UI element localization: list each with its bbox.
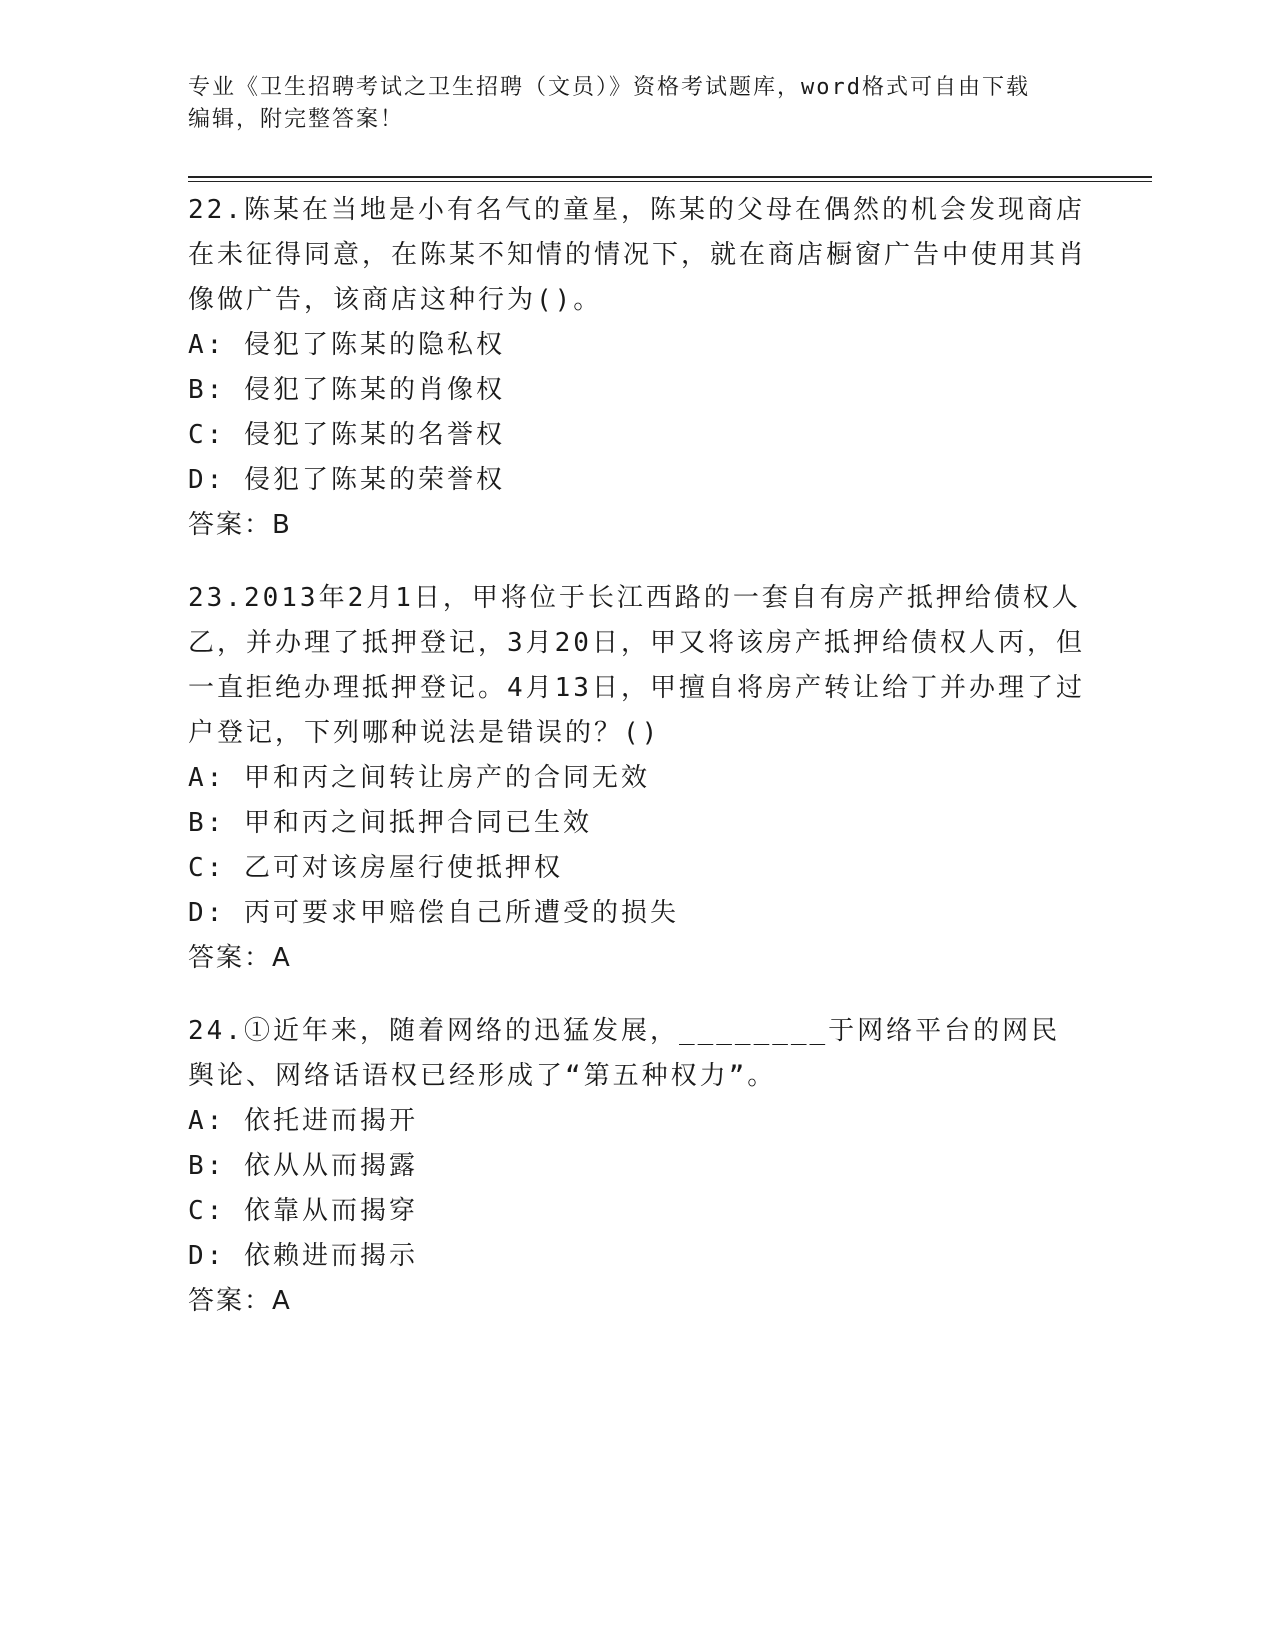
option-d xyxy=(188,891,1088,936)
option-c xyxy=(188,413,1088,458)
header-line-2: 编辑，附完整答案！ xyxy=(188,107,405,132)
option-a xyxy=(188,756,1088,801)
option-key: B: xyxy=(188,1151,226,1181)
option-key: D: xyxy=(188,1241,226,1271)
option-key: D: xyxy=(188,465,226,495)
option-d xyxy=(188,1234,1088,1279)
header-divider xyxy=(188,176,1152,182)
option-text: 丙可要求甲赔偿自己所遭受的损失 xyxy=(243,898,679,928)
question-24 xyxy=(188,1009,1088,1324)
answer-label: 答案：B xyxy=(188,510,292,540)
option-text: 乙可对该房屋行使抵押权 xyxy=(243,853,563,883)
option-text: 侵犯了陈某的隐私权 xyxy=(243,330,505,360)
page-header xyxy=(188,72,1088,136)
question-23 xyxy=(188,576,1088,981)
option-a xyxy=(188,323,1088,368)
answer-label: 答案：A xyxy=(188,1286,292,1316)
option-text: 甲和丙之间抵押合同已生效 xyxy=(243,808,592,838)
option-text: 依靠从而揭穿 xyxy=(243,1196,418,1226)
option-key: A: xyxy=(188,763,226,793)
question-stem: 22.陈某在当地是小有名气的童星，陈某的父母在偶然的机会发现商店在未征得同意，在陈某不知情的情况下，就在商店橱窗广告中使用其肖像做广告，该商店这种行为()。 xyxy=(188,195,1088,315)
option-b xyxy=(188,801,1088,846)
option-c xyxy=(188,1189,1088,1234)
option-key: B: xyxy=(188,808,226,838)
option-b xyxy=(188,368,1088,413)
option-text: 依从从而揭露 xyxy=(243,1151,418,1181)
header-line-1: 专业《卫生招聘考试之卫生招聘（文员）》资格考试题库，word格式可自由下载 xyxy=(188,75,1030,100)
option-key: D: xyxy=(188,898,226,928)
option-text: 甲和丙之间转让房产的合同无效 xyxy=(243,763,650,793)
answer-label: 答案：A xyxy=(188,943,292,973)
question-22 xyxy=(188,188,1088,548)
option-text: 侵犯了陈某的名誉权 xyxy=(243,420,505,450)
question-stem: 23.2013年2月1日，甲将位于长江西路的一套自有房产抵押给债权人乙，并办理了抵押登记，3月20日，甲又将该房产抵押给债权人丙，但一直拒绝办理抵押登记。4月13日，甲擅自将房产转让给丁并办理了过户登记，下列哪种说法是错误的？() xyxy=(188,583,1085,748)
question-list xyxy=(188,188,1088,1352)
question-stem: 24.①近年来，随着网络的迅猛发展，________于网络平台的网民舆论、网络话语权已经形成了“第五种权力”。 xyxy=(188,1016,1061,1091)
option-text: 侵犯了陈某的肖像权 xyxy=(243,375,505,405)
option-a xyxy=(188,1099,1088,1144)
option-key: A: xyxy=(188,1106,226,1136)
option-key: C: xyxy=(188,420,226,450)
option-text: 侵犯了陈某的荣誉权 xyxy=(243,465,505,495)
option-key: C: xyxy=(188,1196,226,1226)
option-c xyxy=(188,846,1088,891)
option-key: C: xyxy=(188,853,226,883)
option-text: 依托进而揭开 xyxy=(243,1106,418,1136)
option-b xyxy=(188,1144,1088,1189)
option-key: A: xyxy=(188,330,226,360)
option-key: B: xyxy=(188,375,226,405)
option-d xyxy=(188,458,1088,503)
option-text: 依赖进而揭示 xyxy=(243,1241,418,1271)
